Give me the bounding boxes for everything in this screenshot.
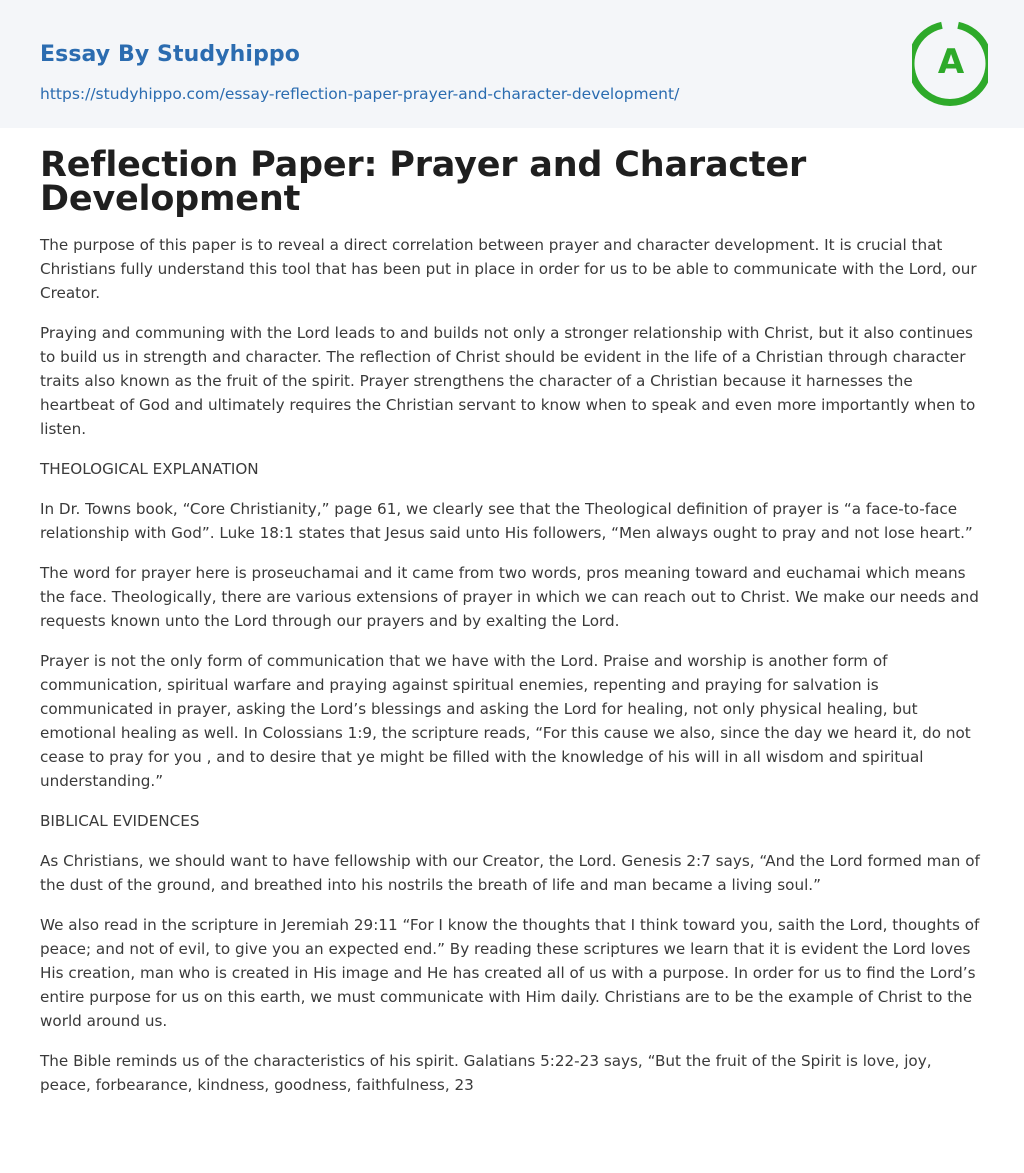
essay-paragraph-jeremiah: We also read in the scripture in Jeremiah 29:11 “For I know the thoughts that I think toward you, saith the Lord, thoughts of peace; and not of evil, to give you an expected end.” By reading these scriptures we learn that it is evident the Lord loves His creation, man who is created in His image and He has created all of us with a purpose. In order for us to find the Lord’s entire purpose for us on this earth, we must communicate with Him daily. Christians are to be the example of Christ to the world around us. — [40, 916, 980, 1030]
essay-content — [40, 145, 985, 1113]
section-heading-biblical-evidences: BIBLICAL EVIDENCES — [40, 812, 200, 830]
essay-url-link[interactable]: https://studyhippo.com/essay-reflection-paper-prayer-and-character-development/ — [40, 85, 680, 103]
letter-a-ring-logo-icon[interactable] — [912, 18, 988, 106]
section-heading-theological-explanation: THEOLOGICAL EXPLANATION — [40, 460, 259, 478]
essay-paragraph-galatians: The Bible reminds us of the characteristics of his spirit. Galatians 5:22-23 says, “But the fruit of the Spirit is love, joy, peace, forbearance, kindness, goodness, faithfulness, 23 — [40, 1052, 932, 1094]
essay-paragraph-intro: The purpose of this paper is to reveal a direct correlation between prayer and character development. It is crucial that Christians fully understand this tool that has been put in place in order for us to be able to communicate with the Lord, our Creator. — [40, 236, 977, 302]
essay-title: Reflection Paper: Prayer and Character Development — [40, 145, 807, 219]
essay-paragraph-communication: Prayer is not the only form of communication that we have with the Lord. Praise and worship is another form of communication, spiritual warfare and praying against spiritual enemies, repenting and praying for salvation is communicated in prayer, asking the Lord’s blessings and asking the Lord for healing, not only physical healing, but emotional healing as well. In Colossians 1:9, the scripture reads, “For this cause we also, since the day we heard it, do not cease to pray for you , and to desire that ye might be filled with the knowledge of his will in all wisdom and spiritual understanding.” — [40, 652, 971, 790]
site-header — [0, 0, 1024, 128]
essay-paragraph-praying: Praying and communing with the Lord leads to and builds not only a stronger relationship with Christ, but it also continues to build us in strength and character. The reflection of Christ should be evident in the life of a Christian through character traits also known as the fruit of the spirit. Prayer strengthens the character of a Christian because it harnesses the heartbeat of God and ultimately requires the Christian servant to know when to speak and even more importantly when to listen. — [40, 324, 976, 438]
logo-letter: A — [937, 42, 965, 82]
essay-paragraph-towns: In Dr. Towns book, “Core Christianity,” page 61, we clearly see that the Theological definition of prayer is “a face-to-face relationship with God”. Luke 18:1 states that Jesus said unto His followers, “Men always ought to pray and not lose heart.” — [40, 500, 973, 542]
site-name[interactable]: Essay By Studyhippo — [40, 42, 300, 67]
essay-paragraph-genesis: As Christians, we should want to have fellowship with our Creator, the Lord. Genesis 2:7 says, “And the Lord formed man of the dust of the ground, and breathed into his nostrils the breath of life and man became a living soul.” — [40, 852, 980, 894]
essay-paragraph-proseuchamai: The word for prayer here is proseuchamai and it came from two words, pros meaning toward and euchamai which means the face. Theologically, there are various extensions of prayer in which we can reach out to Christ. We make our needs and requests known unto the Lord through our prayers and by exalting the Lord. — [40, 564, 979, 630]
